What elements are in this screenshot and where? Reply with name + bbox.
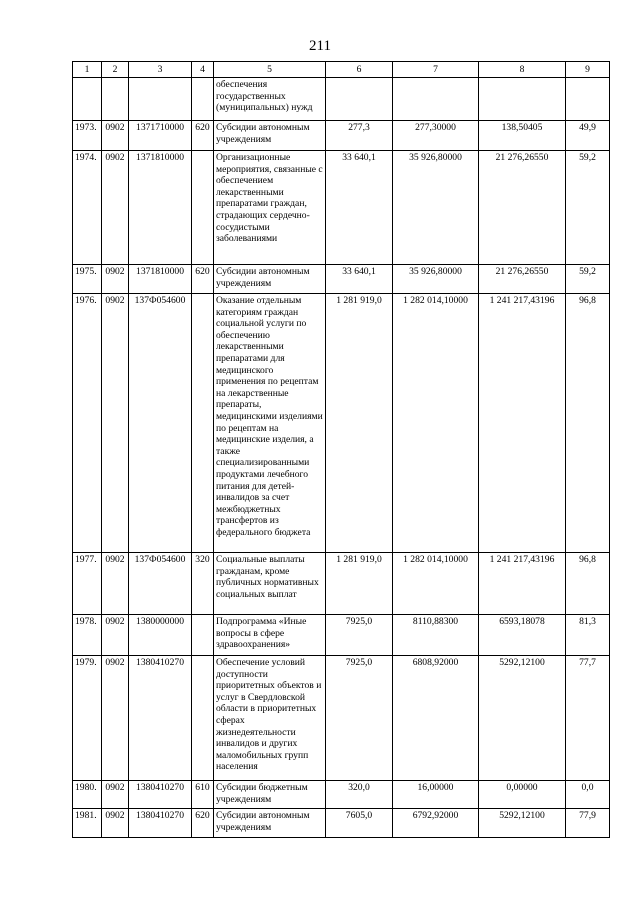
section-cell: 0902 (102, 553, 129, 615)
expense-type-cell: 610 (192, 781, 214, 809)
table-row (73, 151, 610, 265)
approved-amount-cell: 33 640,1 (326, 265, 393, 294)
approved-amount-cell: 7925,0 (326, 615, 393, 656)
target-code-cell: 1380410270 (129, 809, 192, 838)
percent-cell: 81,3 (566, 615, 610, 656)
budget-table (72, 61, 610, 838)
row-number-cell: 1981. (73, 809, 102, 838)
header-cell: 7 (393, 62, 479, 78)
executed-amount-cell: 21 276,26550 (479, 151, 566, 265)
executed-amount-cell: 6593,18078 (479, 615, 566, 656)
table-row (73, 781, 610, 809)
executed-amount-cell: 1 241 217,43196 (479, 294, 566, 553)
target-code-cell: 137Ф054600 (129, 294, 192, 553)
name-cell: Оказание отдельным категориям граждан социальной услуги по обеспечению лекарственными препаратами для медицинского применения по рецептам на лекарственные препараты, медицинскими изделиями по рецептам на медицинские изделия, а также специализированными продуктами лечебного питания для детей-инвалидов за счет межбюджетных трансфертов из федерального бюджета (214, 294, 326, 553)
expense-type-cell: 620 (192, 265, 214, 294)
row-number-cell (73, 78, 102, 121)
name-cell: Субсидии автономным учреждениям (214, 809, 326, 838)
percent-cell: 77,7 (566, 656, 610, 781)
table-row (73, 809, 610, 838)
name-cell: обеспечения государственных (муниципальных) нужд (214, 78, 326, 121)
percent-cell: 96,8 (566, 294, 610, 553)
percent-cell: 59,2 (566, 265, 610, 294)
section-cell: 0902 (102, 151, 129, 265)
page-number: 211 (309, 38, 331, 54)
header-cell: 6 (326, 62, 393, 78)
target-code-cell (129, 78, 192, 121)
percent-cell: 49,9 (566, 121, 610, 151)
section-cell: 0902 (102, 656, 129, 781)
header-cell: 1 (73, 62, 102, 78)
expense-type-cell: 320 (192, 553, 214, 615)
name-cell: Субсидии бюджетным учреждениям (214, 781, 326, 809)
approved-amount-cell: 1 281 919,0 (326, 294, 393, 553)
row-number-cell: 1976. (73, 294, 102, 553)
table-row (73, 121, 610, 151)
header-cell: 9 (566, 62, 610, 78)
expense-type-cell (192, 294, 214, 553)
executed-amount-cell: 21 276,26550 (479, 265, 566, 294)
name-cell: Субсидии автономным учреждениям (214, 121, 326, 151)
table-row (73, 78, 610, 121)
row-number-cell: 1978. (73, 615, 102, 656)
header-cell: 4 (192, 62, 214, 78)
executed-amount-cell: 1 241 217,43196 (479, 553, 566, 615)
section-cell: 0902 (102, 121, 129, 151)
row-number-cell: 1973. (73, 121, 102, 151)
target-code-cell: 1371810000 (129, 265, 192, 294)
approved-amount-cell: 1 281 919,0 (326, 553, 393, 615)
name-cell: Социальные выплаты гражданам, кроме публичных нормативных социальных выплат (214, 553, 326, 615)
approved-amount-cell: 7605,0 (326, 809, 393, 838)
target-code-cell: 1371810000 (129, 151, 192, 265)
approved-amount-cell: 7925,0 (326, 656, 393, 781)
section-cell (102, 78, 129, 121)
table-row (73, 615, 610, 656)
header-cell: 8 (479, 62, 566, 78)
target-code-cell: 1380000000 (129, 615, 192, 656)
expense-type-cell (192, 78, 214, 121)
revised-amount-cell: 277,30000 (393, 121, 479, 151)
header-cell: 2 (102, 62, 129, 78)
percent-cell: 59,2 (566, 151, 610, 265)
percent-cell (566, 78, 610, 121)
approved-amount-cell: 277,3 (326, 121, 393, 151)
executed-amount-cell (479, 78, 566, 121)
table-row (73, 656, 610, 781)
revised-amount-cell: 35 926,80000 (393, 151, 479, 265)
section-cell: 0902 (102, 781, 129, 809)
expense-type-cell (192, 615, 214, 656)
revised-amount-cell: 16,00000 (393, 781, 479, 809)
section-cell: 0902 (102, 294, 129, 553)
row-number-cell: 1977. (73, 553, 102, 615)
row-number-cell: 1980. (73, 781, 102, 809)
revised-amount-cell: 35 926,80000 (393, 265, 479, 294)
section-cell: 0902 (102, 809, 129, 838)
expense-type-cell: 620 (192, 121, 214, 151)
revised-amount-cell: 1 282 014,10000 (393, 294, 479, 553)
table-header (73, 62, 610, 78)
row-number-cell: 1979. (73, 656, 102, 781)
name-cell: Субсидии автономным учреждениям (214, 265, 326, 294)
target-code-cell: 1380410270 (129, 656, 192, 781)
name-cell: Организационные мероприятия, связанные с обеспечением лекарственными препаратами граждан, страдающих сердечно-сосудистыми заболеваниями (214, 151, 326, 265)
revised-amount-cell: 6792,92000 (393, 809, 479, 838)
expense-type-cell (192, 151, 214, 265)
table-row (73, 265, 610, 294)
executed-amount-cell: 0,00000 (479, 781, 566, 809)
header-cell: 3 (129, 62, 192, 78)
approved-amount-cell: 320,0 (326, 781, 393, 809)
name-cell: Обеспечение условий доступности приоритетных объектов и услуг в Свердловской области в приоритетных сферах жизнедеятельности инвалидов и других маломобильных групп населения (214, 656, 326, 781)
revised-amount-cell: 8110,88300 (393, 615, 479, 656)
header-cell: 5 (214, 62, 326, 78)
name-cell: Подпрограмма «Иные вопросы в сфере здравоохранения» (214, 615, 326, 656)
percent-cell: 96,8 (566, 553, 610, 615)
executed-amount-cell: 138,50405 (479, 121, 566, 151)
revised-amount-cell: 1 282 014,10000 (393, 553, 479, 615)
row-number-cell: 1974. (73, 151, 102, 265)
table-row (73, 294, 610, 553)
expense-type-cell (192, 656, 214, 781)
revised-amount-cell (393, 78, 479, 121)
executed-amount-cell: 5292,12100 (479, 809, 566, 838)
target-code-cell: 1371710000 (129, 121, 192, 151)
approved-amount-cell: 33 640,1 (326, 151, 393, 265)
executed-amount-cell: 5292,12100 (479, 656, 566, 781)
target-code-cell: 137Ф054600 (129, 553, 192, 615)
row-number-cell: 1975. (73, 265, 102, 294)
expense-type-cell: 620 (192, 809, 214, 838)
revised-amount-cell: 6808,92000 (393, 656, 479, 781)
table-row (73, 553, 610, 615)
percent-cell: 77,9 (566, 809, 610, 838)
percent-cell: 0,0 (566, 781, 610, 809)
section-cell: 0902 (102, 265, 129, 294)
approved-amount-cell (326, 78, 393, 121)
section-cell: 0902 (102, 615, 129, 656)
target-code-cell: 1380410270 (129, 781, 192, 809)
